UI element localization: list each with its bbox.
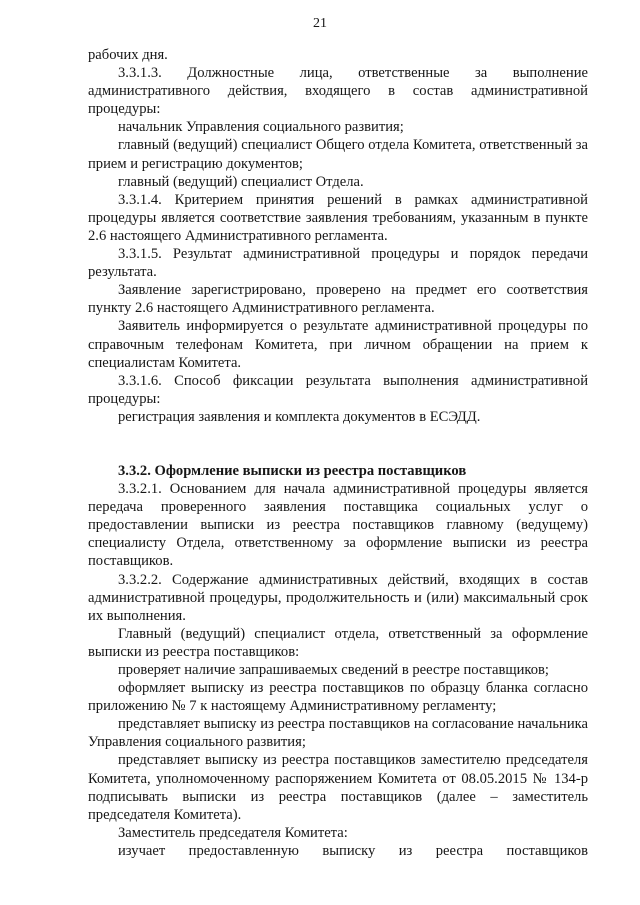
section-gap — [88, 426, 588, 462]
page-number: 21 — [313, 16, 327, 31]
paragraph-3-3-1-6: 3.3.1.6. Способ фиксации результата выполнения административной процедуры: — [88, 372, 588, 407]
document-body — [88, 46, 588, 860]
list-item-checks: проверяет наличие запрашиваемых сведений в реестре поставщиков; — [118, 662, 549, 678]
paragraph-3-3-1-5: 3.3.1.5. Результат административной процедуры и порядок передачи результата. — [88, 246, 588, 281]
paragraph-deputy-chairman: Заместитель председателя Комитета: — [118, 824, 348, 841]
paragraph-3-3-1-4: 3.3.1.4. Критерием принятия решений в рамках административной процедуры является соответствие заявления требованиям, указанным в пункте 2.6 настоящего Административного регламента. — [88, 191, 588, 244]
list-item-official-3: главный (ведущий) специалист Отдела. — [118, 173, 364, 190]
paragraph-3-3-1-3: 3.3.1.3. Должностные лица, ответственные за выполнение административного действия, входящего в состав административной процедуры: — [88, 65, 588, 118]
paragraph-result-registered: Заявление зарегистрировано, проверено на предмет его соответствия пункту 2.6 настоящего Административного регламента. — [88, 282, 588, 317]
paragraph-chief-specialist: Главный (ведущий) специалист отдела, ответственный за оформление выписки из реестра поставщиков: — [88, 625, 588, 660]
list-item-submits-approval: представляет выписку из реестра поставщиков на согласование начальника Управления социального развития; — [88, 716, 588, 751]
list-item-prepares: оформляет выписку из реестра поставщиков по образцу бланка согласно приложению № 7 к настоящему Административному регламенту; — [88, 680, 588, 715]
list-item-official-1: начальник Управления социального развития; — [118, 119, 404, 136]
section-heading: 3.3.2. Оформление выписки из реестра поставщиков — [118, 462, 467, 479]
paragraph-3-3-2-1: 3.3.2.1. Основанием для начала административной процедуры является передача проверенного заявления поставщика социальных услуг о предоставлении выписки из реестра поставщиков главному (ведущему) специалисту Отдела, ответственному за оформление выписки из реестра поставщиков. — [88, 481, 588, 570]
paragraph-applicant-informed: Заявитель информируется о результате административной процедуры по справочным телефонам Комитета, при личном обращении на прием к специалистам Комитета. — [88, 318, 588, 371]
list-item-official-2: главный (ведущий) специалист Общего отдела Комитета, ответственный за прием и регистрацию документов; — [88, 137, 588, 172]
paragraph-studies: изучает предоставленную выписку из реестра поставщиков — [118, 842, 588, 859]
paragraph-3-3-2-2: 3.3.2.2. Содержание административных действий, входящих в состав административной процедуры, продолжительность и (или) максимальный срок их выполнения. — [88, 571, 588, 624]
paragraph-registration: регистрация заявления и комплекта документов в ЕСЭДД. — [118, 408, 481, 425]
list-item-submits-deputy: представляет выписку из реестра поставщиков заместителю председателя Комитета, уполномоченному распоряжением Комитета от 08.05.2015 № 134-р подписывать выписки из реестра поставщиков (далее – заместитель председателя Комитета). — [88, 752, 588, 823]
paragraph-continuation: рабочих дня. — [88, 47, 168, 63]
